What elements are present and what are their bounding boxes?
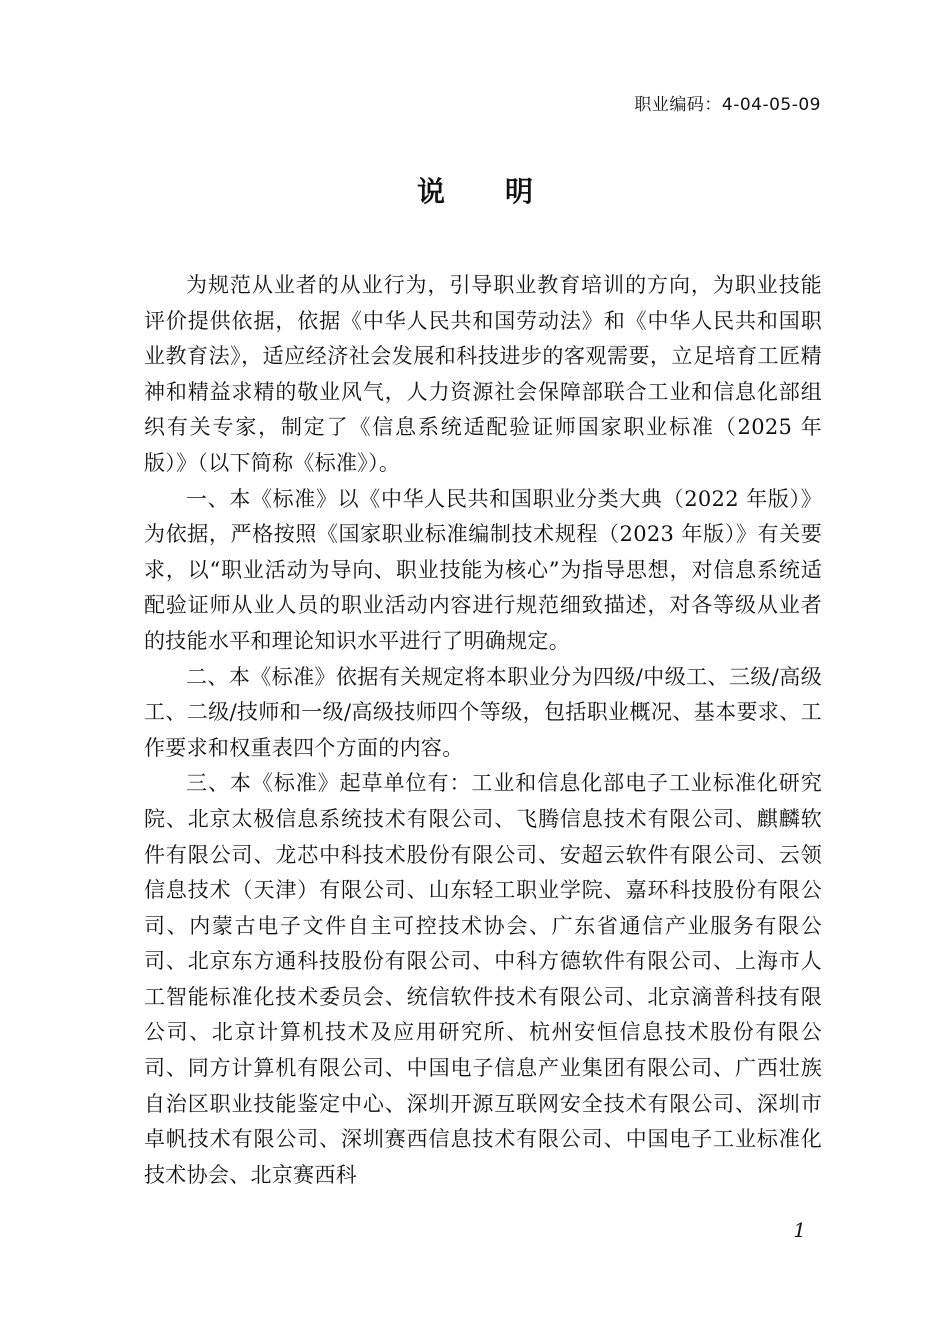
page-number: 1	[793, 1218, 806, 1242]
paragraph-1: 一、本《标准》以《中华人民共和国职业分类大典（2022 年版）》为依据，严格按照《国家职业标准编制技术规程（2023 年版）》有关要求，以“职业活动为导向、职业技能为核心”为指导思想，对信息系统适配验证师从业人员的职业活动内容进行规范细致描述，对各等级从业者的技能水平和理论知识水平进行了明确规定。	[144, 486, 822, 653]
document-body	[144, 268, 822, 1193]
paragraph-intro: 为规范从业者的从业行为，引导职业教育培训的方向，为职业技能评价提供依据，依据《中华人民共和国劳动法》和《中华人民共和国职业教育法》，适应经济社会发展和科技进步的客观需要，立足培育工匠精神和精益求精的敬业风气，人力资源社会保障部联合工业和信息化部组织有关专家，制定了《信息系统适配验证师国家职业标准（2025 年版）》（以下简称《标准》）。	[144, 273, 822, 475]
paragraph-2: 二、本《标准》依据有关规定将本职业分为四级/中级工、三级/高级工、二级/技师和一级/高级技师四个等级，包括职业概况、基本要求、工作要求和权重表四个方面的内容。	[144, 664, 822, 760]
occupation-code: 职业编码：4-04-05-09	[634, 95, 821, 115]
paragraph-3: 三、本《标准》起草单位有：工业和信息化部电子工业标准化研究院、北京太极信息系统技术有限公司、飞腾信息技术有限公司、麒麟软件有限公司、龙芯中科技术股份有限公司、安超云软件有限公司、云领信息技术（天津）有限公司、山东轻工职业学院、嘉环科技股份有限公司、内蒙古电子文件自主可控技术协会、广东省通信产业服务有限公司、北京东方通科技股份有限公司、中科方德软件有限公司、上海市人工智能标准化技术委员会、统信软件技术有限公司、北京滴普科技有限公司、北京计算机技术及应用研究所、杭州安恒信息技术股份有限公司、同方计算机有限公司、中国电子信息产业集团有限公司、广西壮族自治区职业技能鉴定中心、深圳开源互联网安全技术有限公司、深圳市卓帆技术有限公司、深圳赛西信息技术有限公司、中国电子工业标准化技术协会、北京赛西科	[144, 771, 822, 1187]
page-title: 说明	[416, 175, 593, 208]
